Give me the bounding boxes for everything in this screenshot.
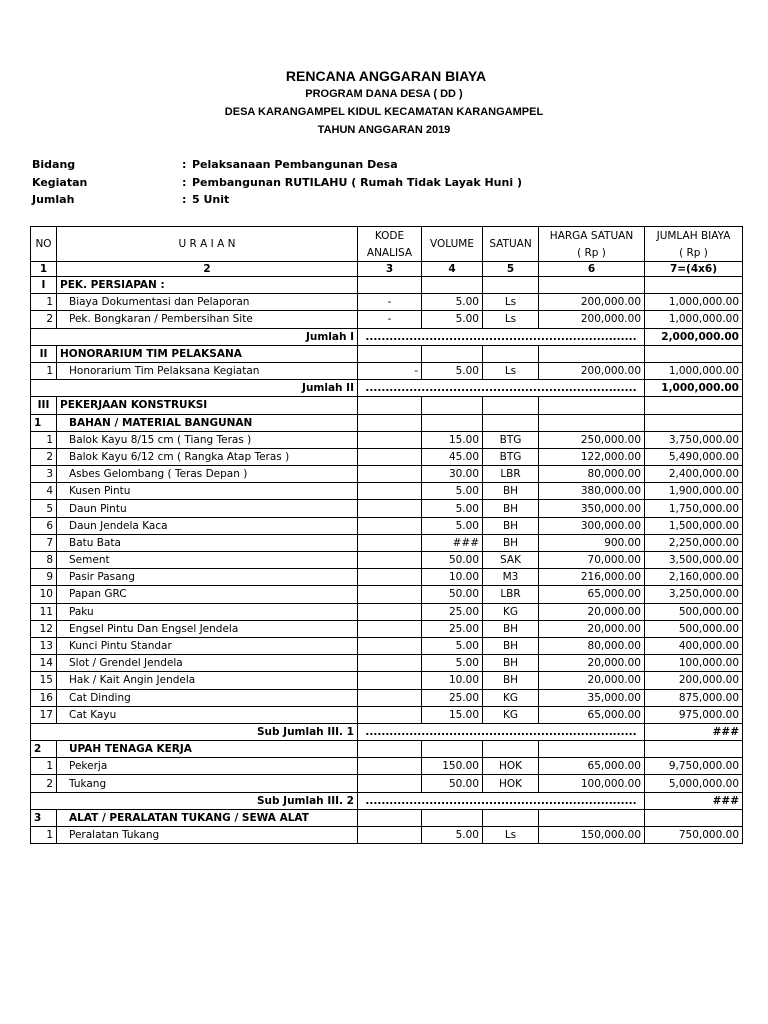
- item-kode: -: [358, 362, 422, 379]
- item-kode: [358, 552, 422, 569]
- info-value: Pelaksanaan Pembangunan Desa: [192, 158, 398, 171]
- table-row: [31, 655, 743, 672]
- item-satuan: BH: [483, 620, 539, 637]
- item-volume: 15.00: [422, 706, 483, 723]
- empty-cell: [422, 414, 483, 431]
- table-row: [31, 603, 743, 620]
- empty-cell: [539, 345, 645, 362]
- item-kode: [358, 431, 422, 448]
- table-row: [31, 620, 743, 637]
- total-dots: ....................................................................: [358, 723, 645, 740]
- item-harga: 65,000.00: [539, 706, 645, 723]
- total-row: [31, 792, 743, 809]
- table-row: [31, 534, 743, 551]
- item-kode: [358, 569, 422, 586]
- table-row: [31, 586, 743, 603]
- info-colon: :: [182, 176, 187, 189]
- item-volume: 5.00: [422, 517, 483, 534]
- table-row: [31, 827, 743, 844]
- empty-cell: [645, 397, 743, 414]
- item-volume: 50.00: [422, 775, 483, 792]
- item-kode: [358, 706, 422, 723]
- empty-cell: [645, 345, 743, 362]
- item-satuan: BH: [483, 517, 539, 534]
- item-harga: 20,000.00: [539, 655, 645, 672]
- item-jumlah: 1,900,000.00: [645, 483, 743, 500]
- item-no: 6: [31, 517, 57, 534]
- item-no: 10: [31, 586, 57, 603]
- table-row: [31, 672, 743, 689]
- item-volume: 50.00: [422, 552, 483, 569]
- total-row: [31, 380, 743, 397]
- item-volume: 30.00: [422, 466, 483, 483]
- info-colon: :: [182, 158, 187, 171]
- item-satuan: BH: [483, 500, 539, 517]
- item-harga: 70,000.00: [539, 552, 645, 569]
- year-subtitle: TAHUN ANGGARAN 2019: [317, 124, 451, 136]
- item-satuan: M3: [483, 569, 539, 586]
- item-harga: 200,000.00: [539, 294, 645, 311]
- item-harga: 80,000.00: [539, 637, 645, 654]
- info-value: Pembangunan RUTILAHU ( Rumah Tidak Layak Huni ): [192, 176, 522, 189]
- empty-cell: [422, 741, 483, 758]
- empty-cell: [358, 414, 422, 431]
- item-jumlah: 100,000.00: [645, 655, 743, 672]
- col-number: 5: [483, 262, 539, 277]
- item-jumlah: 750,000.00: [645, 827, 743, 844]
- item-no: 9: [31, 569, 57, 586]
- header-volume: VOLUME: [422, 227, 483, 262]
- item-jumlah: 400,000.00: [645, 637, 743, 654]
- table-row: [31, 775, 743, 792]
- item-kode: [358, 586, 422, 603]
- table-row: [31, 294, 743, 311]
- header-kode: KODE: [358, 227, 422, 245]
- section-number: III: [31, 397, 57, 414]
- item-jumlah: 875,000.00: [645, 689, 743, 706]
- item-jumlah: 975,000.00: [645, 706, 743, 723]
- item-uraian: Kusen Pintu: [57, 483, 358, 500]
- empty-cell: [358, 345, 422, 362]
- column-number-row: [31, 262, 743, 277]
- empty-cell: [645, 414, 743, 431]
- header-analisa: ANALISA: [358, 244, 422, 262]
- info-value: 5 Unit: [192, 193, 230, 206]
- col-number: 7=(4x6): [645, 262, 743, 277]
- item-volume: 5.00: [422, 827, 483, 844]
- header-harga: HARGA SATUAN: [539, 227, 645, 245]
- empty-cell: [358, 277, 422, 294]
- empty-cell: [483, 277, 539, 294]
- empty-cell: [645, 277, 743, 294]
- col-number: 1: [31, 262, 57, 277]
- empty-cell: [483, 414, 539, 431]
- item-satuan: SAK: [483, 552, 539, 569]
- header-uraian: U R A I A N: [57, 227, 358, 262]
- item-kode: [358, 655, 422, 672]
- empty-cell: [358, 397, 422, 414]
- item-satuan: LBR: [483, 466, 539, 483]
- section-row: [31, 414, 743, 431]
- section-title: HONORARIUM TIM PELAKSANA: [57, 345, 358, 362]
- table-row: [31, 483, 743, 500]
- table-row: [31, 466, 743, 483]
- item-kode: [358, 689, 422, 706]
- header-satuan: SATUAN: [483, 227, 539, 262]
- table-row: [31, 706, 743, 723]
- location-subtitle: DESA KARANGAMPEL KIDUL KECAMATAN KARANGAMPEL: [224, 106, 544, 118]
- item-jumlah: 2,160,000.00: [645, 569, 743, 586]
- item-jumlah: 500,000.00: [645, 620, 743, 637]
- table-row: [31, 362, 743, 379]
- total-label: Jumlah II: [31, 380, 358, 397]
- info-label: Jumlah: [32, 193, 75, 206]
- item-uraian: Sement: [57, 552, 358, 569]
- item-no: 1: [31, 758, 57, 775]
- item-volume: 5.00: [422, 655, 483, 672]
- total-dots: ....................................................................: [358, 380, 645, 397]
- item-kode: [358, 603, 422, 620]
- table-header-row: [31, 227, 743, 245]
- section-title: PEK. PERSIAPAN :: [57, 277, 358, 294]
- item-no: 17: [31, 706, 57, 723]
- col-number: 2: [57, 262, 358, 277]
- table-row: [31, 637, 743, 654]
- item-uraian: Paku: [57, 603, 358, 620]
- empty-cell: [645, 809, 743, 826]
- item-uraian: Daun Pintu: [57, 500, 358, 517]
- section-row: [31, 809, 743, 826]
- item-jumlah: 3,500,000.00: [645, 552, 743, 569]
- item-harga: 350,000.00: [539, 500, 645, 517]
- item-jumlah: 1,000,000.00: [645, 311, 743, 328]
- item-jumlah: 2,250,000.00: [645, 534, 743, 551]
- item-harga: 250,000.00: [539, 431, 645, 448]
- item-volume: 150.00: [422, 758, 483, 775]
- item-kode: [358, 637, 422, 654]
- item-no: 5: [31, 500, 57, 517]
- header-jumlah-unit: ( Rp ): [645, 244, 743, 262]
- item-jumlah: 1,000,000.00: [645, 294, 743, 311]
- section-number: I: [31, 277, 57, 294]
- item-no: 4: [31, 483, 57, 500]
- item-volume: 5.00: [422, 500, 483, 517]
- item-kode: -: [358, 311, 422, 328]
- total-value: 1,000,000.00: [645, 380, 743, 397]
- empty-cell: [539, 277, 645, 294]
- item-no: 1: [31, 827, 57, 844]
- item-harga: 122,000.00: [539, 448, 645, 465]
- empty-cell: [539, 397, 645, 414]
- total-dots: ....................................................................: [358, 792, 645, 809]
- item-volume: 25.00: [422, 620, 483, 637]
- item-volume: 5.00: [422, 311, 483, 328]
- item-volume: 5.00: [422, 637, 483, 654]
- item-jumlah: 1,500,000.00: [645, 517, 743, 534]
- item-no: 2: [31, 448, 57, 465]
- table-row: [31, 552, 743, 569]
- header-harga-unit: ( Rp ): [539, 244, 645, 262]
- item-uraian: Pekerja: [57, 758, 358, 775]
- section-row: [31, 397, 743, 414]
- item-no: 2: [31, 311, 57, 328]
- item-uraian: Honorarium Tim Pelaksana Kegiatan: [57, 362, 358, 379]
- item-jumlah: 2,400,000.00: [645, 466, 743, 483]
- item-kode: [358, 758, 422, 775]
- item-satuan: LBR: [483, 586, 539, 603]
- item-uraian: Asbes Gelombang ( Teras Depan ): [57, 466, 358, 483]
- total-value: 2,000,000.00: [645, 328, 743, 345]
- item-uraian: Biaya Dokumentasi dan Pelaporan: [57, 294, 358, 311]
- item-kode: [358, 534, 422, 551]
- item-kode: [358, 448, 422, 465]
- section-title: BAHAN / MATERIAL BANGUNAN: [57, 414, 358, 431]
- table-row: [31, 517, 743, 534]
- item-harga: 20,000.00: [539, 603, 645, 620]
- empty-cell: [358, 741, 422, 758]
- section-row: [31, 741, 743, 758]
- item-no: 8: [31, 552, 57, 569]
- item-volume: 45.00: [422, 448, 483, 465]
- info-label: Bidang: [32, 158, 76, 171]
- col-number: 4: [422, 262, 483, 277]
- item-uraian: Kunci Pintu Standar: [57, 637, 358, 654]
- total-row: [31, 328, 743, 345]
- item-volume: 25.00: [422, 603, 483, 620]
- empty-cell: [645, 741, 743, 758]
- item-uraian: Slot / Grendel Jendela: [57, 655, 358, 672]
- item-satuan: Ls: [483, 827, 539, 844]
- item-harga: 35,000.00: [539, 689, 645, 706]
- item-satuan: HOK: [483, 775, 539, 792]
- item-kode: [358, 500, 422, 517]
- item-uraian: Tukang: [57, 775, 358, 792]
- empty-cell: [483, 397, 539, 414]
- item-harga: 65,000.00: [539, 586, 645, 603]
- item-no: 15: [31, 672, 57, 689]
- item-harga: 216,000.00: [539, 569, 645, 586]
- item-volume: 5.00: [422, 483, 483, 500]
- item-jumlah: 5,490,000.00: [645, 448, 743, 465]
- item-satuan: BH: [483, 637, 539, 654]
- table-row: [31, 311, 743, 328]
- item-volume: 10.00: [422, 672, 483, 689]
- col-number: 3: [358, 262, 422, 277]
- info-label: Kegiatan: [32, 176, 88, 189]
- total-label: Sub Jumlah III. 1: [31, 723, 358, 740]
- item-jumlah: 1,000,000.00: [645, 362, 743, 379]
- item-no: 12: [31, 620, 57, 637]
- item-uraian: Cat Dinding: [57, 689, 358, 706]
- table-row: [31, 500, 743, 517]
- total-label: Sub Jumlah III. 2: [31, 792, 358, 809]
- item-uraian: Hak / Kait Angin Jendela: [57, 672, 358, 689]
- item-uraian: Papan GRC: [57, 586, 358, 603]
- total-row: [31, 723, 743, 740]
- section-row: [31, 277, 743, 294]
- total-dots: ....................................................................: [358, 328, 645, 345]
- header-jumlah: JUMLAH BIAYA: [645, 227, 743, 245]
- item-uraian: Batu Bata: [57, 534, 358, 551]
- item-kode: [358, 775, 422, 792]
- item-satuan: KG: [483, 706, 539, 723]
- item-satuan: Ls: [483, 311, 539, 328]
- item-uraian: Cat Kayu: [57, 706, 358, 723]
- item-uraian: Pasir Pasang: [57, 569, 358, 586]
- table-row: [31, 689, 743, 706]
- item-no: 7: [31, 534, 57, 551]
- table-row: [31, 569, 743, 586]
- item-satuan: HOK: [483, 758, 539, 775]
- empty-cell: [422, 277, 483, 294]
- header-no: NO: [31, 227, 57, 262]
- section-title: ALAT / PERALATAN TUKANG / SEWA ALAT: [57, 809, 358, 826]
- item-harga: 900.00: [539, 534, 645, 551]
- item-no: 3: [31, 466, 57, 483]
- item-no: 1: [31, 362, 57, 379]
- section-number: 1: [31, 414, 57, 431]
- item-harga: 200,000.00: [539, 311, 645, 328]
- document-title: RENCANA ANGGARAN BIAYA: [285, 68, 487, 84]
- item-no: 2: [31, 775, 57, 792]
- section-number: II: [31, 345, 57, 362]
- empty-cell: [483, 809, 539, 826]
- item-harga: 200,000.00: [539, 362, 645, 379]
- item-volume: ###: [422, 534, 483, 551]
- item-volume: 5.00: [422, 362, 483, 379]
- item-volume: 10.00: [422, 569, 483, 586]
- item-satuan: BTG: [483, 431, 539, 448]
- item-satuan: BH: [483, 534, 539, 551]
- empty-cell: [483, 345, 539, 362]
- item-satuan: BH: [483, 655, 539, 672]
- item-uraian: Peralatan Tukang: [57, 827, 358, 844]
- item-harga: 100,000.00: [539, 775, 645, 792]
- section-number: 2: [31, 741, 57, 758]
- empty-cell: [422, 397, 483, 414]
- item-volume: 50.00: [422, 586, 483, 603]
- item-kode: [358, 827, 422, 844]
- item-no: 11: [31, 603, 57, 620]
- item-no: 1: [31, 294, 57, 311]
- item-no: 13: [31, 637, 57, 654]
- item-jumlah: 500,000.00: [645, 603, 743, 620]
- section-number: 3: [31, 809, 57, 826]
- item-no: 16: [31, 689, 57, 706]
- item-volume: 5.00: [422, 294, 483, 311]
- item-jumlah: 3,250,000.00: [645, 586, 743, 603]
- item-no: 14: [31, 655, 57, 672]
- item-jumlah: 3,750,000.00: [645, 431, 743, 448]
- item-kode: [358, 483, 422, 500]
- item-kode: [358, 620, 422, 637]
- item-satuan: BH: [483, 672, 539, 689]
- budget-table: [30, 226, 743, 844]
- item-kode: [358, 672, 422, 689]
- program-subtitle: PROGRAM DANA DESA ( DD ): [305, 88, 463, 100]
- empty-cell: [539, 809, 645, 826]
- item-satuan: Ls: [483, 362, 539, 379]
- item-harga: 300,000.00: [539, 517, 645, 534]
- table-row: [31, 431, 743, 448]
- item-satuan: Ls: [483, 294, 539, 311]
- total-value: ###: [645, 792, 743, 809]
- item-volume: 25.00: [422, 689, 483, 706]
- item-uraian: Pek. Bongkaran / Pembersihan Site: [57, 311, 358, 328]
- item-satuan: KG: [483, 603, 539, 620]
- item-no: 1: [31, 431, 57, 448]
- table-row: [31, 758, 743, 775]
- item-satuan: BH: [483, 483, 539, 500]
- item-uraian: Daun Jendela Kaca: [57, 517, 358, 534]
- total-value: ###: [645, 723, 743, 740]
- item-kode: -: [358, 294, 422, 311]
- item-harga: 380,000.00: [539, 483, 645, 500]
- section-title: UPAH TENAGA KERJA: [57, 741, 358, 758]
- total-label: Jumlah I: [31, 328, 358, 345]
- table-row: [31, 448, 743, 465]
- empty-cell: [358, 809, 422, 826]
- item-satuan: KG: [483, 689, 539, 706]
- item-jumlah: 5,000,000.00: [645, 775, 743, 792]
- item-harga: 150,000.00: [539, 827, 645, 844]
- section-row: [31, 345, 743, 362]
- item-uraian: Balok Kayu 6/12 cm ( Rangka Atap Teras ): [57, 448, 358, 465]
- item-harga: 20,000.00: [539, 672, 645, 689]
- item-kode: [358, 466, 422, 483]
- empty-cell: [539, 741, 645, 758]
- item-volume: 15.00: [422, 431, 483, 448]
- empty-cell: [539, 414, 645, 431]
- section-title: PEKERJAAN KONSTRUKSI: [57, 397, 358, 414]
- info-colon: :: [182, 193, 187, 206]
- empty-cell: [422, 809, 483, 826]
- empty-cell: [483, 741, 539, 758]
- item-harga: 65,000.00: [539, 758, 645, 775]
- item-kode: [358, 517, 422, 534]
- item-satuan: BTG: [483, 448, 539, 465]
- item-jumlah: 9,750,000.00: [645, 758, 743, 775]
- item-harga: 80,000.00: [539, 466, 645, 483]
- col-number: 6: [539, 262, 645, 277]
- item-harga: 20,000.00: [539, 620, 645, 637]
- item-jumlah: 1,750,000.00: [645, 500, 743, 517]
- empty-cell: [422, 345, 483, 362]
- item-uraian: Balok Kayu 8/15 cm ( Tiang Teras ): [57, 431, 358, 448]
- item-jumlah: 200,000.00: [645, 672, 743, 689]
- item-uraian: Engsel Pintu Dan Engsel Jendela: [57, 620, 358, 637]
